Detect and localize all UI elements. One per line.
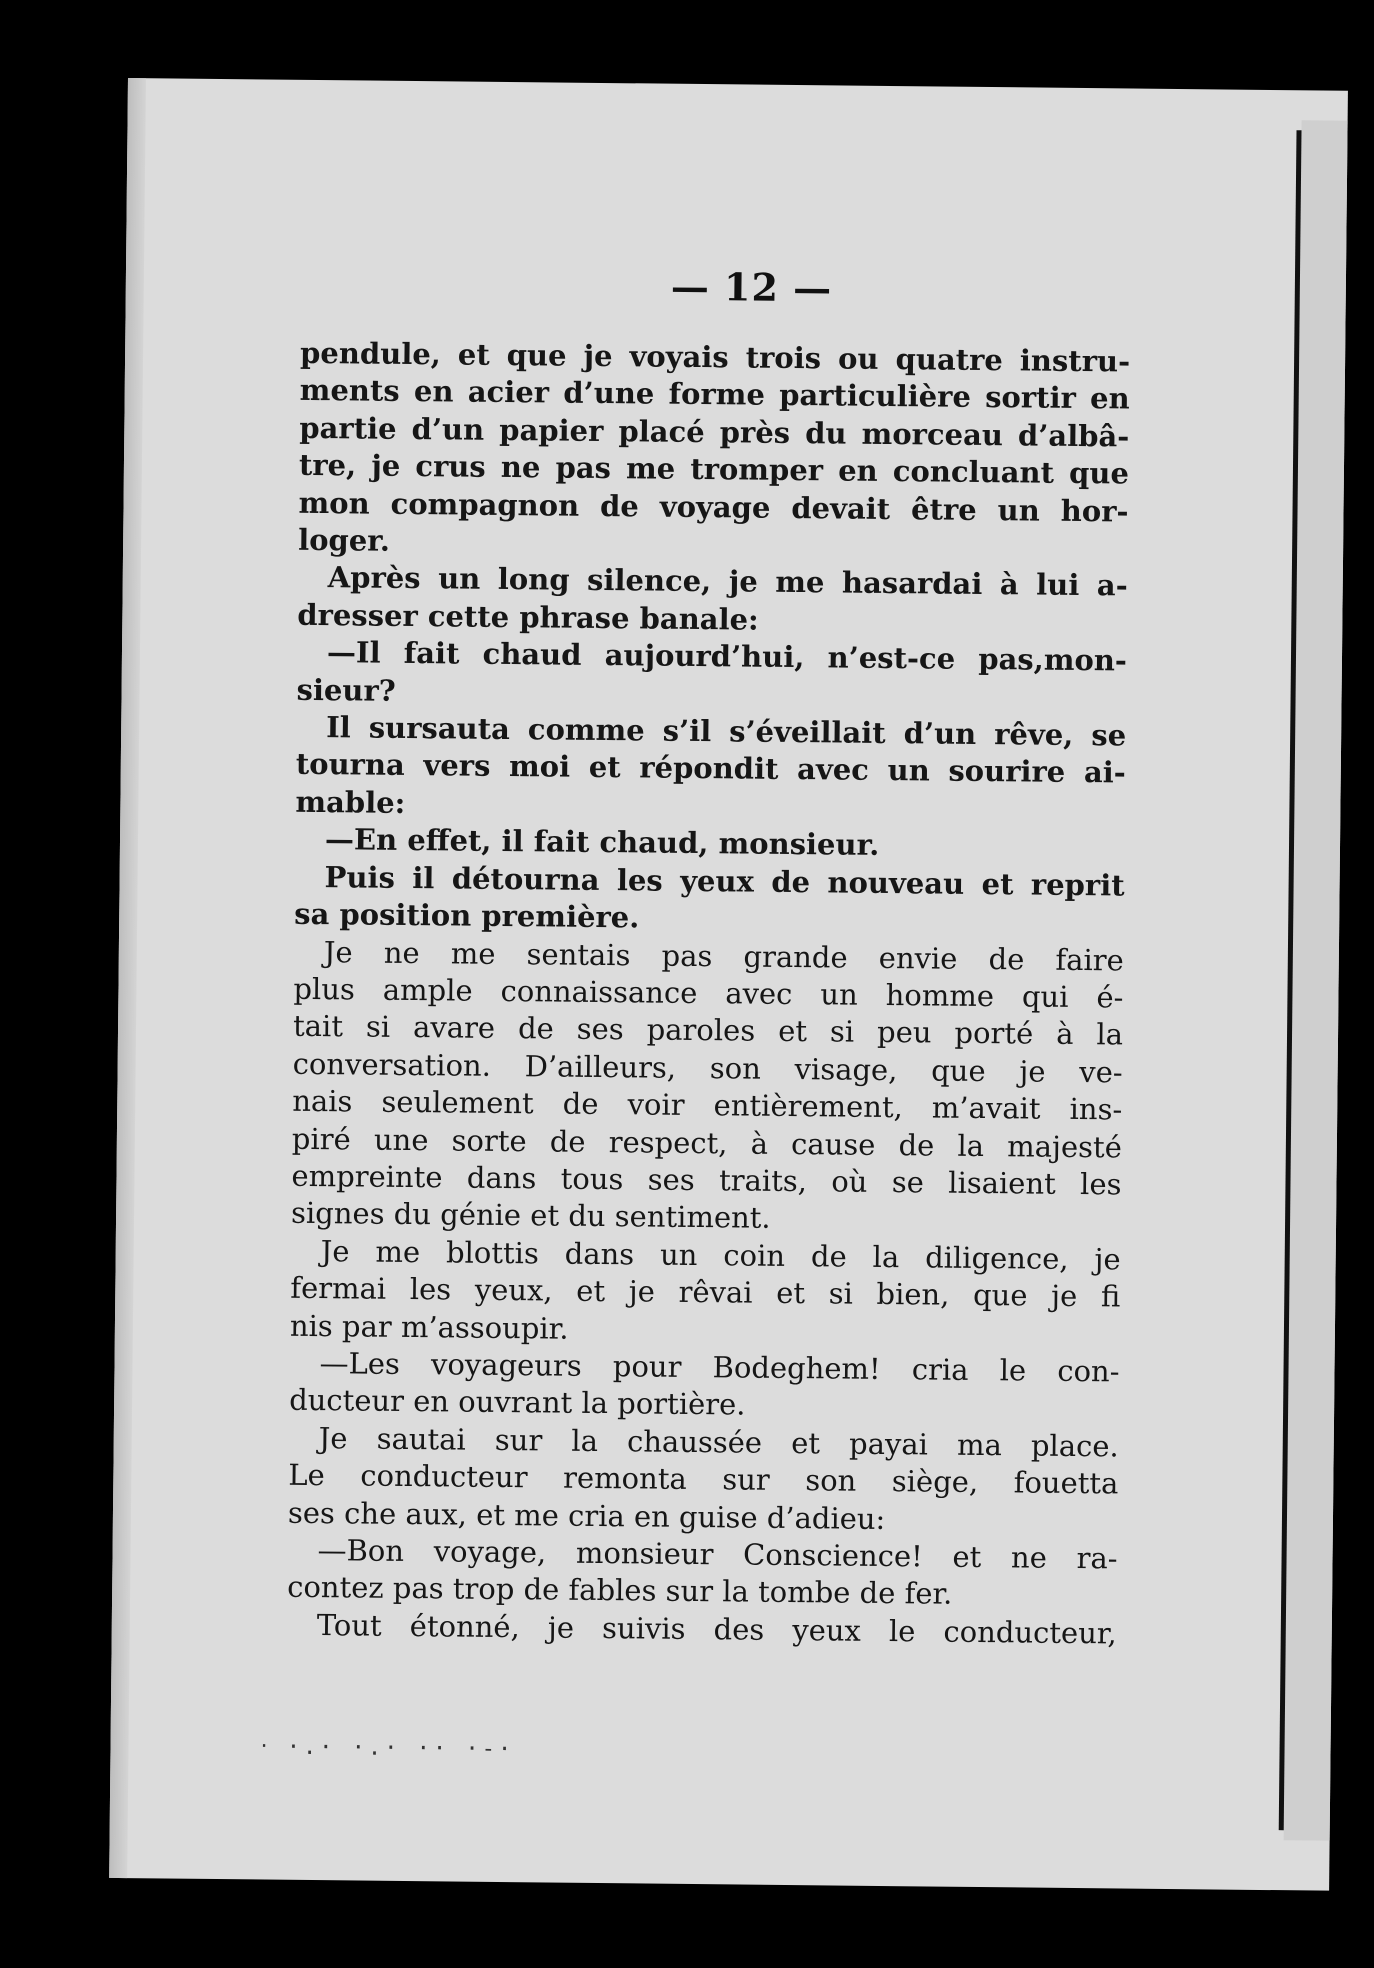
- text-line: Puis il détourna les yeux de nouveau et reprit: [324, 859, 1125, 903]
- text-line: Je me blottis dans un coin de la diligence, je: [320, 1233, 1121, 1277]
- text-line: ments en acier d’une forme particulière sortir en: [299, 373, 1130, 416]
- text-line: Après un long silence, je me hasardai à lui a-: [327, 560, 1128, 603]
- text-line: ducteur en ouvrant la portière.: [288, 1383, 746, 1422]
- text-line: conversation. D’ailleurs, son visage, que je ve-: [292, 1046, 1123, 1090]
- text-line: sa position première.: [294, 896, 640, 935]
- text-line: loger.: [297, 522, 391, 558]
- page-edge: [109, 78, 146, 1878]
- text-line: dresser cette phrase banale:: [297, 597, 759, 637]
- text-line: —Bon voyage, monsieur Conscience! et ne ra-: [317, 1533, 1118, 1576]
- text-line: tait si avare de ses paroles et si peu porté à la: [292, 1009, 1124, 1052]
- text-line: plus ample connaissance avec un homme qui é-: [293, 971, 1124, 1015]
- text-line: pendule, et que je voyais trois ou quatre instru-: [299, 335, 1131, 379]
- text-line: piré une sorte de respect, à cause de la majesté: [291, 1121, 1123, 1164]
- text-line: mon compagnon de voyage devait être un hor-: [298, 485, 1129, 529]
- text-line: —Il fait chaud aujourd’hui, n’est-ce pas,mon-: [326, 635, 1128, 678]
- body-text: [287, 335, 1131, 1653]
- text-line: contez pas trop de fables sur la tombe de fer.: [287, 1570, 953, 1612]
- text-line: Je ne me sentais pas grande envie de faire: [323, 934, 1124, 977]
- text-line: tre, je crus ne pas me tromper en concluant que: [298, 448, 1130, 491]
- text-line: nis par m’assoupir.: [289, 1308, 569, 1346]
- text-line: Le conducteur remonta sur son siège, fouetta: [288, 1457, 1119, 1501]
- text-line: partie d’un papier placé près du morceau d’albâ-: [299, 410, 1130, 454]
- text-line: empreinte dans tous ses traits, où se lisaient les: [291, 1158, 1122, 1202]
- text-line: —Les voyageurs pour Bodeghem! cria le con-: [319, 1346, 1120, 1389]
- text-line: fermai les yeux, et je rêvai et si bien, que je fi: [290, 1270, 1121, 1314]
- footer-smudge: ‧ ·.· ·.· ·· ·-·: [260, 1734, 515, 1763]
- text-line: —En effet, il fait chaud, monsieur.: [324, 822, 880, 863]
- text-line: Tout étonné, je suivis des yeux le conducteur,: [316, 1607, 1117, 1651]
- text-line: ses che aux, et me cria en guise d’adieu:: [287, 1495, 886, 1536]
- text-line: sieur?: [296, 672, 396, 708]
- text-line: Je sautai sur la chaussée et payai ma place.: [318, 1420, 1119, 1464]
- book-page: [109, 78, 1348, 1891]
- page-number: — 12 —: [670, 263, 833, 311]
- text-line: nais seulement de voir entièrement, m’avait ins-: [292, 1083, 1123, 1127]
- text-line: Il sursauta comme s’il s’éveillait d’un rêve, se: [326, 710, 1127, 753]
- text-line: mable:: [295, 784, 406, 820]
- text-line: signes du génie et du sentiment.: [290, 1196, 771, 1236]
- text-line: tourna vers moi et répondit avec un sourire ai-: [295, 747, 1126, 790]
